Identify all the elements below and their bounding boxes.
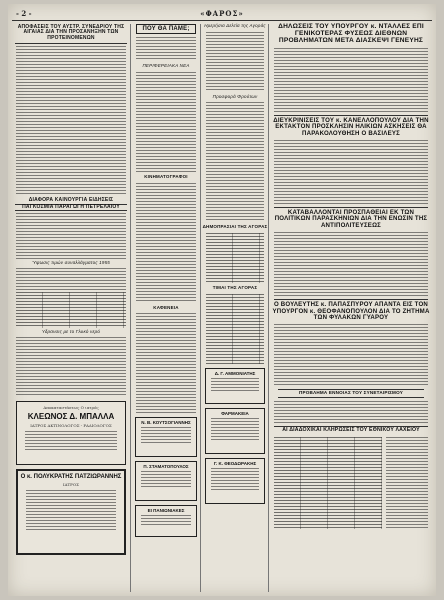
doctor-ad-2-subtitle: ΙΑΤΡΟΣ [63,481,79,487]
col4-headline-4: Ο ΒΟΥΛΕΥΤΗΣ κ. ΠΑΠΑΣΠΥΡΟΥ ΑΠΑΝΤΑ ΕΙΣ ΤΟΝ ΥΠΟΥΡΓΟΝ κ. ΘΕΟΦΑΝΟΠΟΥΛΟΝ ΔΙΑ ΤΟ ΖΗΤΗΜΑ ΤΩΝ ΦΥΛΑΚΩΝ ΓΥΑΡΟΥ [272,301,430,321]
col1-headline-2: ΔΙΑΦΟΡΑ ΚΑΙΝΟΥΡΓΙΑ ΕΙΔΗΣΕΙΣ [28,196,114,203]
doctor-ad-1-body [25,431,117,451]
doctor-ad-2-body [26,490,116,530]
col3-ad-2-title: ΦΑΡΜΑΚΕΙΑ [221,410,249,416]
col2-ad-1-title: Ν. Β. ΚΟΥΤΣΟΓΙΑΝΝΗΣ [141,420,191,426]
col1-article-4 [16,337,126,397]
lottery-results-table [274,437,382,529]
col3-ad-3 [205,458,265,504]
column-4 [270,24,432,592]
col2-ad-2-title: Π. ΣΤΑΜΑΤΟΠΟΥΛΟΣ [143,464,189,470]
col1-price-table [16,292,126,328]
col3-headline-2: Προσφορά Φρούτων [212,93,258,99]
col1-headline-5: Υδρανσις με το Γλυκό νερό [41,328,101,334]
col2-ad-3-title: ΕΙ ΠΑΝΙΩΝΙΑΚΕΣ [147,508,185,514]
page-number: - 2 - [16,9,32,18]
col3-ad-1-body [211,378,259,392]
col2-article-2 [136,72,196,172]
col3-prices-table [206,294,264,364]
col2-headline-2: ΚΙΝΗΜΑΤΟΓΡΑΦΟΙ [144,174,188,180]
col4-headline-1: ΔΗΛΩΣΕΙΣ ΤΟΥ ΥΠΟΥΡΓΟΥ κ. ΝΤΑΛΛΕΣ ΕΠΙ ΓΕΝΙΚΟΤΕΡΑΣ ΦΥΣΕΩΣ ΔΙΕΘΝΩΝ ΠΡΟΒΛΗΜΑΤΩΝ ΜΕΤΑ ΔΙΑΣΚΕΨΙ ΓΕΝΕΥΗΣ [278,23,424,44]
col2-article-4 [136,313,196,413]
doctor-ad-1-pretitle: Αποκαταστάσεως Ο ιατρός [43,404,99,410]
col1-headline-1: ΑΠΟΦΑΣΕΙΣ ΤΟΥ ΑΥΣΤΡ. ΣΥΝΕΔΡΙΟΥ ΤΗΣ ΑΙΓΑΙΑΣ ΔΙΑ ΤΗΝ ΠΡΟΣΑΝΗΞΗΝ ΤΩΝ ΠΡΟΤΕΙΝΟΜΕΝΩΝ [17,24,125,41]
col2-ad-2-body [141,471,191,489]
col2-ad-3 [135,505,197,537]
col3-article-2 [206,102,264,222]
col4-headline-6: ΑΙ ΔΙΑΔΟΧΙΚΑΙ ΚΛΗΡΩΣΕΙΣ ΤΟΥ ΕΘΝΙΚΟΥ ΛΑΧΕΙΟΥ [274,426,428,433]
col3-headline-3: ΔΗΜΟΠΡΑΣΙΑΙ ΤΗΣ ΑΓΟΡΑΣ [202,224,268,230]
col3-ad-2-body [211,418,259,442]
doctor-ad-1-title: ΚΛΕΩΝΟΣ Δ. ΜΠΑΛΛΑ [27,411,115,421]
col3-article-1 [206,32,264,92]
col3-ad-1-title: Δ. Γ. ΑΜΜΟΝΙΑΤΗΣ [214,370,256,376]
col3-ad-3-title: Γ. Κ. ΘΕΟΔΩΡΑΚΗΣ [213,460,257,466]
col4-article-2 [274,140,428,204]
doctor-ad-2-title: Ο κ. ΠΟΛΥΚΡΑΤΗΣ ΠΑΤΖΙΩΡΑΝΝΗΣ [20,473,122,480]
col4-article-3 [274,232,428,296]
col3-ad-1 [205,368,265,404]
col2-ad-1 [135,417,197,457]
col4-side-article [386,437,428,529]
col4-article-4 [274,324,428,386]
col1-article-2 [16,213,126,259]
col2-article-1 [136,37,196,61]
col3-ad-3-body [211,468,259,492]
col3-auction-table [206,233,264,283]
col3-headline-4: ΤΙΜΑΙ ΤΗΣ ΑΓΟΡΑΣ [212,285,258,291]
col4-lottery-section [274,437,428,529]
column-2 [132,24,201,592]
col4-headline-5: ΠΡΟΒΛΗΜΑ ΕΝΝΟΙΑΣ ΤΟΥ ΣΥΝΕΤΑΙΡΙΣΜΟΥ [278,389,424,398]
col2-headline-3: ΚΑΦΕΝΕΙΑ [153,304,179,310]
col1-headline-3: ΠΑΓΚΟΣΜΙΑ ΠΑΡΑΓΩΓΗ ΠΕΤΡΕΛΑΙΟΥ [15,204,127,211]
col3-headline-1: Ημερήσια Δελτία της Αγοράς [204,23,266,28]
col1-article-3 [16,268,126,290]
newspaper-name: «ΦΑΡΟΣ» [200,9,244,18]
col1-headline-4: Ύψωσις τιμών συναλλάγματος 1955 [32,260,110,266]
col4-headline-3: ΚΑΤΑΒΑΛΛΟΝΤΑΙ ΠΡΟΣΠΑΘΕΙΑΙ ΕΚ ΤΩΝ ΠΟΛΙΤΙΚΩΝ ΠΑΡΑΣΚΗΝΙΩΝ ΔΙΑ ΤΗΝ ΕΝΩΣΙΝ ΤΗΣ ΑΝΤΙΠΟΛΙΤΕΥΣΕΩΣ [274,208,428,229]
col2-ad-2 [135,461,197,501]
col4-headline-2: ΔΙΕΥΚΡΙΝΙΣΕΙΣ ΤΟΥ κ. ΚΑΝΕΛΛΟΠΟΥΛΟΥ ΔΙΑ ΤΗΝ ΕΚΤΑΚΤΟΝ ΠΡΟΣΚΛΗΣΙΝ ΗΛΙΚΙΩΝ ΑΣΚΗΣΕΙΣ ΘΑ ΠΑΡΑΚΟΛΟΥΘΗΣΗ Ο ΒΑΣΙΛΕΥΣ [273,116,429,137]
newspaper-page [8,4,436,596]
col4-article-5 [274,401,428,423]
column-3 [202,24,269,592]
col2-ad-1-body [141,427,191,445]
masthead [12,8,432,21]
col2-box-head: ΠΟΥ ΘΑ ΠΑΜΕ; [136,24,196,34]
col3-ad-2 [205,408,265,454]
doctor-ad-2 [16,469,126,555]
doctor-ad-1 [16,401,126,465]
doctor-ad-1-subtitle: ΙΑΤΡΟΣ ΑΚΤΙΝΟΛΟΓΟΣ - ΡΑΔΙΟΛΟΓΟΣ [30,422,112,428]
col1-article-1 [16,46,126,196]
col2-ad-3-body [141,515,191,527]
column-1 [12,24,131,592]
col2-article-3 [136,183,196,303]
col2-headline-1: ΠΕΡΙΦΕΡΕΙΑΚΑ ΝΕΑ [142,63,190,69]
col4-article-1 [274,48,428,112]
